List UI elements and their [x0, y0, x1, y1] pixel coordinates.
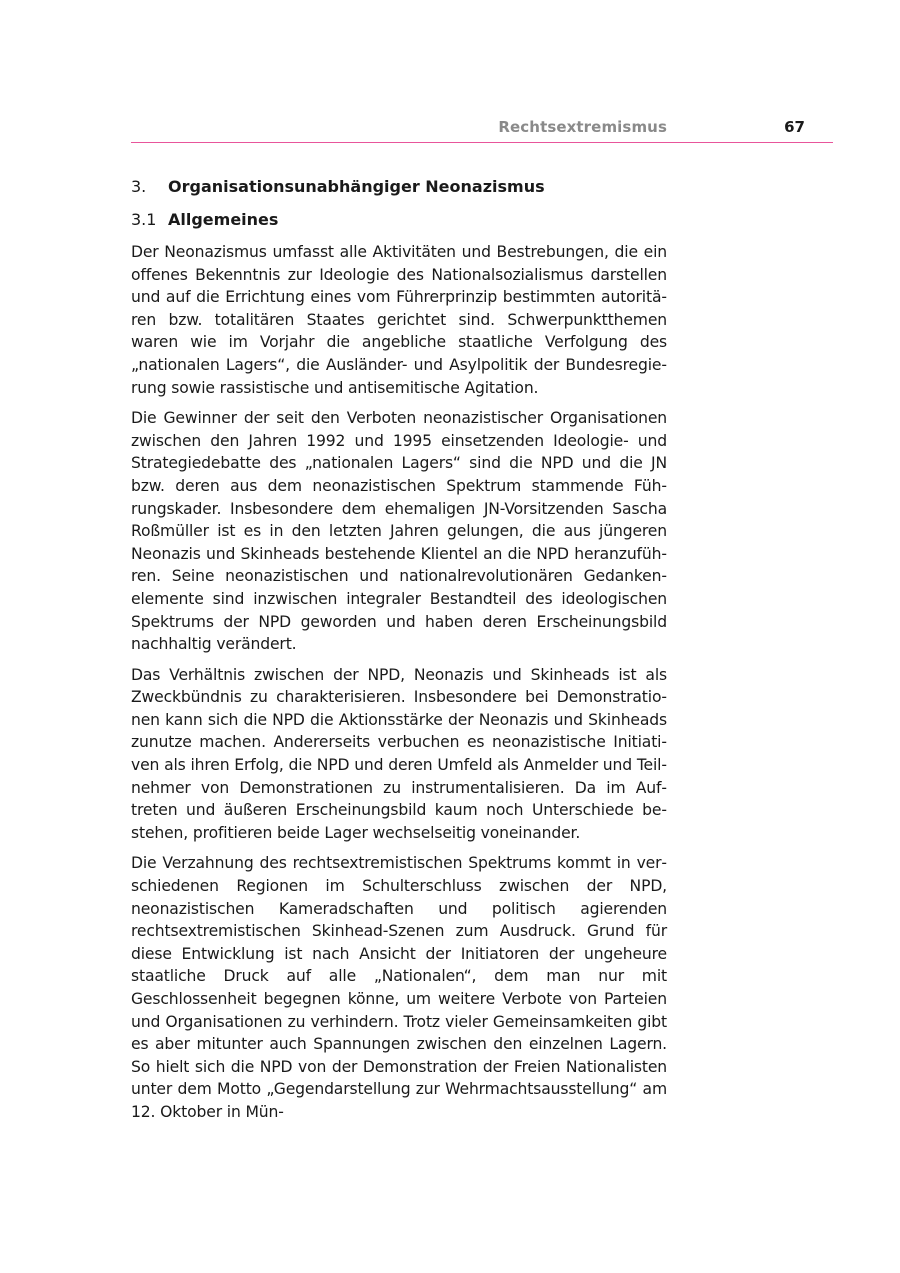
- paragraph: Das Verhältnis zwischen der NPD, Neonazis und Skinheads ist als Zweckbündnis zu charakterisieren. Insbesondere bei Demonstrationen kann sich die NPD die Aktionsstärke der Neonazis und Skinheads zunutze machen. Andererseits verbuchen es neonazistische Initiativen als ihren Erfolg, die NPD und deren Umfeld als Anmelder und Teilnehmer von Demonstrationen zu instrumentalisieren. Da im Auftreten und äußeren Erscheinungsbild kaum noch Unterschiede bestehen, profitieren beide Lager wechselseitig voneinander.: [131, 665, 667, 842]
- section-title: Organisationsunabhängiger Neonazismus: [168, 177, 545, 196]
- section-number: 3.: [131, 177, 147, 196]
- subsection-title: Allgemeines: [168, 210, 279, 229]
- paragraph: Der Neonazismus umfasst alle Aktivitäten und Bestrebungen, die ein offenes Bekenntnis zur Ideologie des Nationalsozialismus darstellen und auf die Errichtung eines vom Führerprinzip bestimmten autoritären bzw. totalitären Staates gerichtet sind. Schwerpunktthemen waren wie im Vorjahr die angebliche staatliche Verfolgung des „nationalen Lagers“, die Ausländer- und Asylpolitik der Bundesregierung sowie rassistische und antisemitische Agitation.: [131, 243, 667, 397]
- subsection-number: 3.1: [131, 210, 157, 229]
- section-heading: [131, 176, 667, 198]
- page-body: [131, 176, 667, 1132]
- page-number: 67: [784, 118, 805, 136]
- paragraph: Die Gewinner der seit den Verboten neonazistischer Organisationen zwischen den Jahren 1992 und 1995 einsetzenden Ideologie- und Strategiedebatte des „nationalen Lagers“ sind die NPD und die JN bzw. deren aus dem neonazistischen Spektrum stammende Führungskader. Insbesondere dem ehemaligen JN-Vorsitzenden Sascha Roßmüller ist es in den letzten Jahren gelungen, die aus jüngeren Neonazis und Skinheads bestehende Klientel an die NPD heranzuführen. Seine neonazistischen und nationalrevolutionären Gedankenelemente sind inzwischen integraler Bestandteil des ideologischen Spektrums der NPD geworden und haben deren Erscheinungsbild nachhaltig verändert.: [131, 409, 667, 654]
- running-title: Rechtsextremismus: [498, 118, 667, 136]
- running-header: [131, 116, 833, 143]
- subsection-heading: [131, 209, 667, 231]
- paragraph: Die Verzahnung des rechtsextremistischen Spektrums kommt in verschiedenen Regionen im Schulterschluss zwischen der NPD, neonazistischen Kameradschaften und politisch agierenden rechtsextremistischen Skinhead-Szenen zum Ausdruck. Grund für diese Entwicklung ist nach Ansicht der Initiatoren der ungeheure staatliche Druck auf alle „Nationalen“, dem man nur mit Geschlossenheit begegnen könne, um weitere Verbote von Parteien und Organisationen zu verhindern. Trotz vieler Gemeinsamkeiten gibt es aber mitunter auch Spannungen zwischen den einzelnen Lagern. So hielt sich die NPD von der Demonstration der Freien Nationalisten unter dem Motto „Gegendarstellung zur Wehrmachtsausstellung“ am 12. Oktober in Mün-: [131, 854, 667, 1121]
